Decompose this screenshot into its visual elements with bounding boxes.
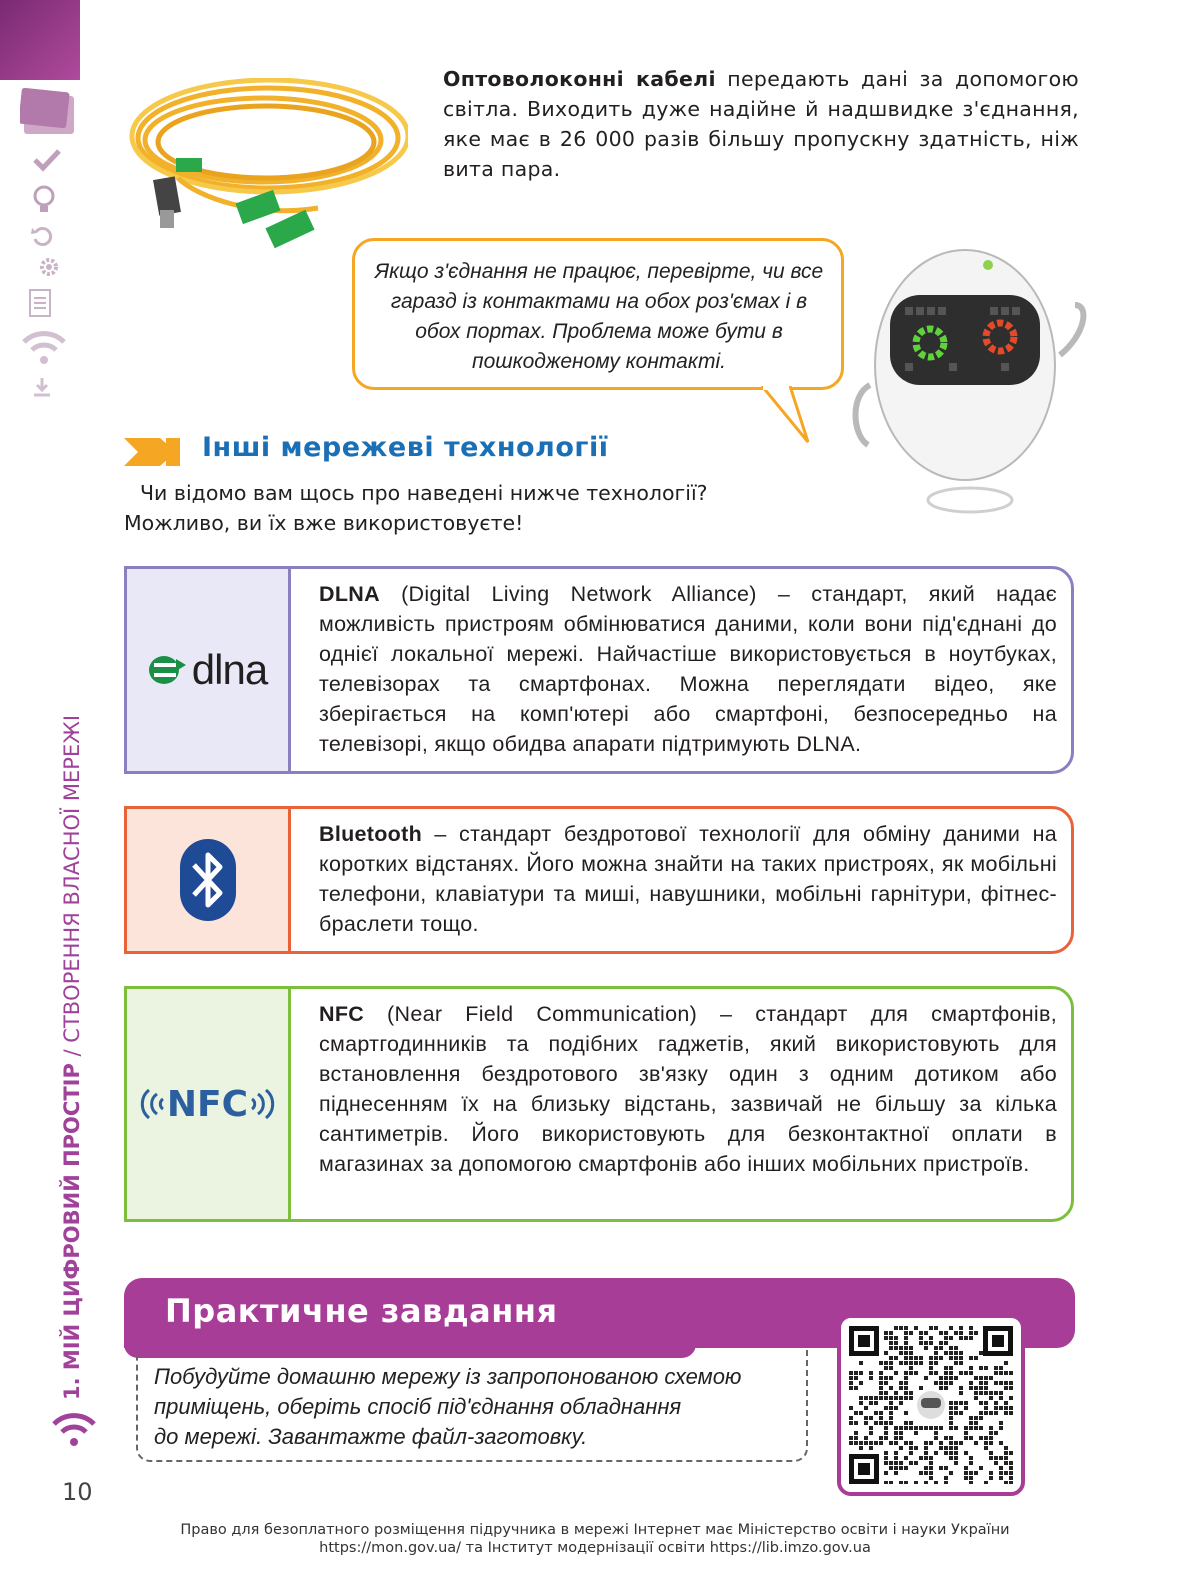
chapter-vertical-title (60, 715, 84, 1400)
footer-line2: https://mon.gov.ua/ та Інститут модернізації освіти https://lib.imzo.gov.ua (319, 1540, 871, 1556)
bluetooth-icon (178, 837, 238, 923)
gear-icon (38, 256, 60, 282)
bluetooth-text: – стандарт бездротової технології для обміну даними на коротких відстанях. Його можна знайти на таких пристроях, як мобільні телефони, клавіатури та миші, навушники, мобільні гарнітури, фітнес-браслети тощо. (319, 822, 1057, 936)
download-icon (32, 376, 52, 402)
nfc-waves-left-icon (135, 1086, 165, 1122)
nfc-text: (Near Field Communication) – стандарт для смартфонів, смартгодинників та подібних гаджетів, який використовують для встановлення бездротового зв'язку один з одним дотиком або піднесенням їх на близьку відстань, зазвичай не більшу за кілька сантиметрів. Його використовують для безконтактної оплати в магазинах за допомогою смартфонів або інших мобільних пристроїв. (319, 1002, 1057, 1176)
qr-code[interactable] (837, 1314, 1025, 1496)
speech-bubble-tail (760, 386, 812, 448)
section-subtitle-line1: Чи відомо вам щось про наведені нижче технології? (140, 481, 708, 505)
chapter-title-rest: / СТВОРЕННЯ ВЛАСНОЇ МЕРЕЖІ (60, 714, 84, 1064)
chapter-title-bold: 1. МІЙ ЦИФРОВИЙ ПРОСТІР (60, 1063, 84, 1400)
dlna-card (124, 566, 1074, 774)
page-footer (0, 1521, 1190, 1557)
dlna-logo (148, 646, 267, 694)
dlna-text: (Digital Living Network Alliance) – стандарт, який надає можливість пристроям обмінюватися даними, коли вони під'єднані до однієї локальної мережі. Найчастіше використовується в ноутбуках, телевізорах та смартфонах. Можна переглядати відео, яке зберігається на комп'ютері або смартфоні, безпосередньо на телевізорі, якщо обидва апарати підтримують DLNA. (319, 582, 1057, 756)
nfc-logo-box (127, 989, 291, 1219)
undo-icon (30, 224, 54, 252)
bluetooth-card (124, 806, 1074, 954)
page-number: 10 (62, 1478, 93, 1506)
speech-bubble-text: Якщо з'єднання не працює, перевірте, чи все гаразд із контактами на обох роз'ємах і в обох портах. Проблема може бути в пошкодженому контакті. (374, 260, 824, 373)
dlna-logo-box (127, 569, 291, 771)
section-title: Інші мережеві технології (202, 432, 609, 463)
nfc-description (319, 999, 1057, 1179)
bluetooth-logo-box (127, 809, 291, 951)
folder-icon (20, 88, 78, 142)
fiber-optic-term: Оптоволоконні кабелі (443, 67, 716, 91)
fiber-optic-text: передають дані за допомогою світла. Виходить дуже надійне й надшвидке з'єднання, яке має в 26 000 разів більшу пропускну здатність, ніж вита пара. (443, 67, 1079, 181)
fiber-optic-paragraph (443, 64, 1079, 184)
practice-title: Практичне завдання (165, 1292, 558, 1330)
check-icon (32, 148, 62, 176)
practice-task-text (154, 1362, 794, 1452)
dlna-description (319, 579, 1057, 759)
practice-task-line2: приміщень, оберіть спосіб під'єднання обладнання (154, 1394, 682, 1419)
nfc-logo (135, 1084, 280, 1125)
section-subtitle-line2: Можливо, ви їх вже використовуєте! (124, 511, 524, 535)
nfc-card (124, 986, 1074, 1222)
section-marker-icon (124, 438, 182, 470)
document-icon (28, 288, 54, 322)
speech-bubble (352, 238, 844, 390)
nfc-waves-right-icon (250, 1086, 280, 1122)
wifi-icon (20, 328, 68, 370)
wifi-icon (50, 1410, 98, 1452)
chapter-corner-tab (0, 0, 80, 80)
fiber-optic-cable-image (118, 78, 408, 248)
nfc-logo-text: NFC (166, 1083, 249, 1125)
dlna-symbol-icon (148, 653, 188, 687)
robot-mascot (850, 245, 1095, 525)
dlna-term: DLNA (319, 582, 380, 606)
bluetooth-term: Bluetooth (319, 822, 423, 846)
bulb-icon (30, 184, 58, 218)
dlna-logo-text: dlna (191, 646, 268, 693)
practice-task-line3: до мережі. Завантажте файл-заготовку. (154, 1424, 588, 1449)
section-subtitle (124, 478, 764, 538)
practice-task-line1: Побудуйте домашню мережу із запропонованою схемою (154, 1364, 742, 1389)
bluetooth-description (319, 819, 1057, 939)
footer-line1: Право для безоплатного розміщення підручника в мережі Інтернет має Міністерство освіти і науки України (180, 1522, 1010, 1538)
nfc-term: NFC (319, 1002, 365, 1026)
